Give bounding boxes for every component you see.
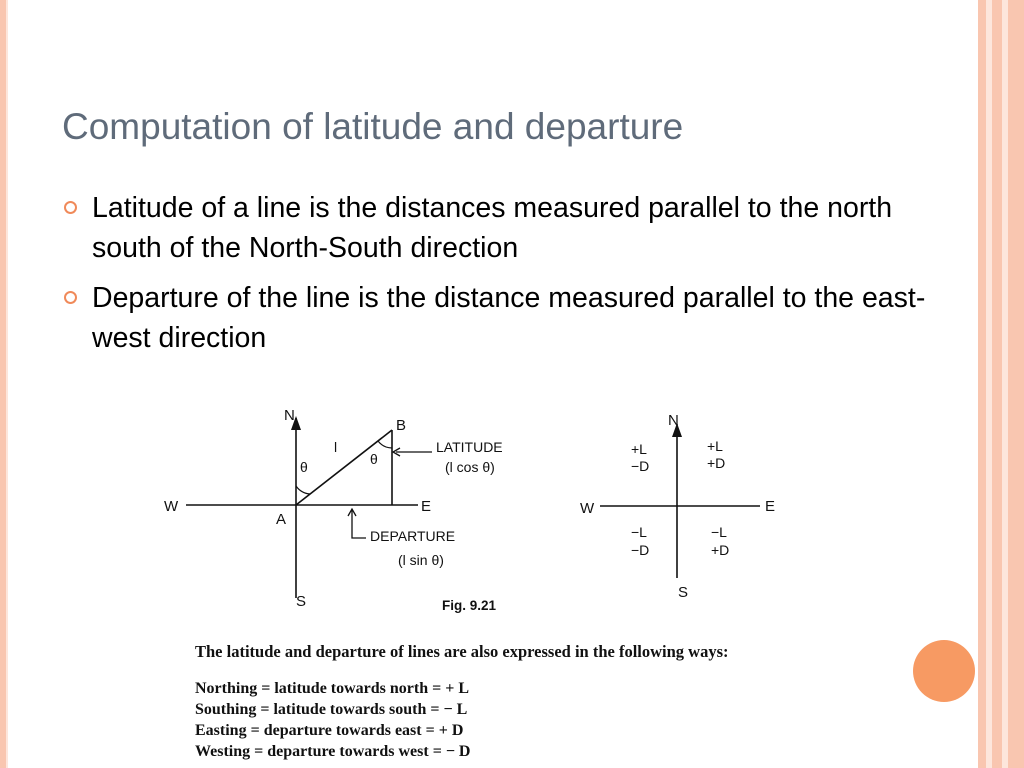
angle-arc-a bbox=[296, 486, 310, 494]
west-label: W bbox=[580, 500, 595, 517]
line-ab bbox=[296, 430, 392, 505]
departure-pointer bbox=[352, 510, 366, 538]
right-diagram bbox=[580, 412, 775, 601]
ne-latitude-sign: +L bbox=[707, 438, 723, 454]
west-label: W bbox=[164, 498, 179, 515]
south-label: S bbox=[296, 593, 307, 610]
departure-formula: (l sin θ) bbox=[398, 552, 444, 568]
latitude-label: LATITUDE bbox=[436, 439, 503, 455]
east-label: E bbox=[765, 498, 776, 515]
nw-departure-sign: −D bbox=[631, 458, 650, 474]
length-label: l bbox=[334, 439, 338, 455]
north-label: N bbox=[284, 407, 295, 424]
left-diagram bbox=[164, 407, 503, 613]
angle-b-label: θ bbox=[370, 451, 378, 467]
east-label: E bbox=[421, 498, 432, 515]
point-a-label: A bbox=[276, 511, 287, 528]
se-latitude-sign: −L bbox=[711, 524, 727, 540]
latitude-formula: (l cos θ) bbox=[445, 459, 495, 475]
point-b-label: B bbox=[396, 417, 407, 434]
north-label: N bbox=[668, 412, 679, 429]
expressions-list bbox=[195, 678, 470, 762]
westing-row: Westing = departure towards west = − D bbox=[195, 743, 471, 760]
figure-caption: Fig. 9.21 bbox=[442, 598, 497, 613]
expressions-intro: The latitude and departure of lines are also expressed in the following ways: bbox=[195, 642, 729, 661]
northing-row: Northing = latitude towards north = + L bbox=[195, 680, 470, 697]
easting-row: Easting = departure towards east = + D bbox=[195, 722, 464, 739]
bullet-text: Latitude of a line is the distances measured parallel to the north south of the North-South direction bbox=[92, 192, 893, 264]
nw-latitude-sign: +L bbox=[631, 441, 647, 457]
sw-departure-sign: −D bbox=[631, 542, 650, 558]
ne-departure-sign: +D bbox=[707, 455, 726, 471]
departure-label: DEPARTURE bbox=[370, 528, 456, 544]
bullet-text: Departure of the line is the distance measured parallel to the east-west direction bbox=[92, 282, 926, 354]
southing-row: Southing = latitude towards south = − L bbox=[195, 701, 468, 718]
slide-title: Computation of latitude and departure bbox=[62, 106, 684, 147]
angle-arc-b bbox=[378, 441, 392, 448]
decorative-orange-circle bbox=[913, 640, 975, 702]
se-departure-sign: +D bbox=[711, 542, 730, 558]
sw-latitude-sign: −L bbox=[631, 524, 647, 540]
angle-a-label: θ bbox=[300, 459, 308, 475]
south-label: S bbox=[678, 584, 689, 601]
